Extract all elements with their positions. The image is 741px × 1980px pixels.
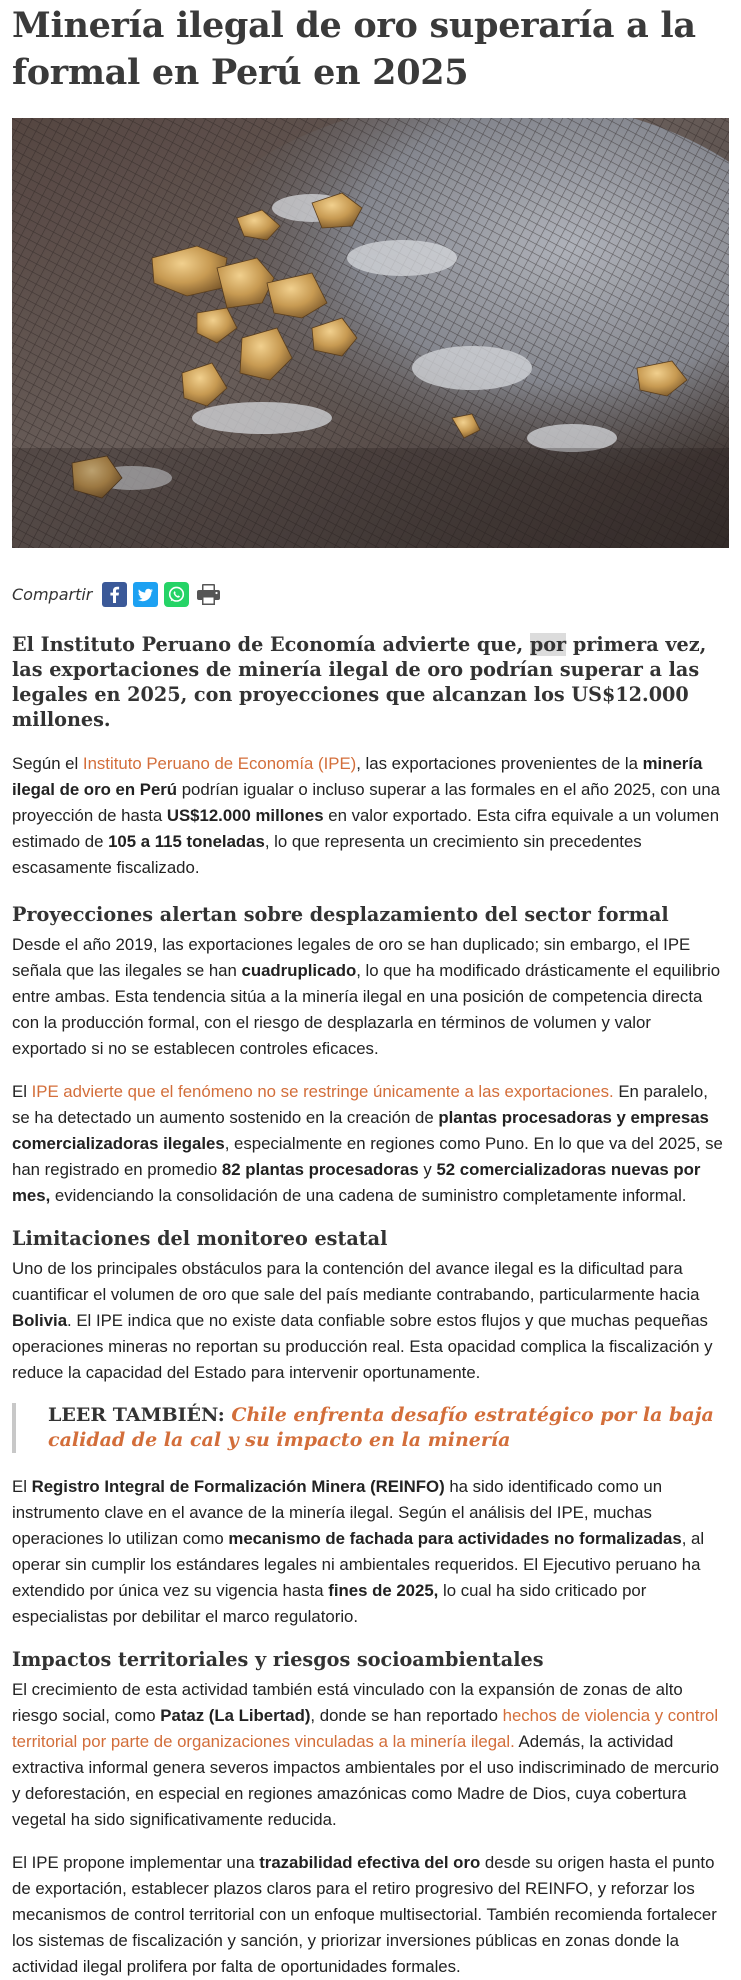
lead-text-2: primera vez, las exportaciones de minería ilegal de oro podrían superar a las legales en 2025, con proyecciones que alcanzan los US$12.000 millones.: [12, 633, 707, 731]
share-bar: [12, 578, 729, 610]
p3-text: , especialmente en regiones como Puno. En lo que va del 2025, se han registrado en promedio: [12, 1134, 723, 1179]
p5-text: ha sido identificado como un instrumento clave en el avance de la minería ilegal. Según el análisis del IPE, muchas operaciones lo utilizan como: [12, 1477, 663, 1548]
p2-text: , lo que ha modificado drásticamente el equilibrio entre ambas. Esta tendencia sitúa a la minería ilegal en una posición de competencia directa con la producción formal, con el riesgo de desplazarla en términos de volumen y valor exportado si no se establecen controles eficaces.: [12, 961, 721, 1058]
p7-bold: trazabilidad efectiva del oro: [259, 1853, 481, 1872]
p4-text: Uno de los principales obstáculos para la contención del avance ilegal es la dificultad para cuantificar el volumen de oro que sale del país mediante contrabando, particularmente hacia: [12, 1259, 700, 1304]
section-heading-projections: Proyecciones alertan sobre desplazamiento del sector formal: [12, 903, 669, 926]
p1-bold: 105 a 115 toneladas: [108, 832, 265, 851]
p3-text: evidenciando la consolidación de una cadena de suministro completamente informal.: [50, 1186, 687, 1205]
p5-bold: Registro Integral de Formalización Minera (REINFO): [31, 1477, 445, 1496]
violence-link[interactable]: hechos de violencia y control territorial por parte de organizaciones vinculadas a la minería ilegal.: [12, 1706, 719, 1751]
article: [12, 0, 729, 1980]
p3-bold: plantas procesadoras y empresas comercializadoras ilegales: [12, 1108, 709, 1153]
p1-text: en valor exportado. Esta cifra equivale a un volumen estimado de: [12, 806, 720, 851]
p3-text: y: [418, 1160, 437, 1179]
p6-text: Además, la actividad extractiva informal genera severos impactos ambientales por el uso indiscriminado de mercurio y deforestación, en especial en regiones amazónicas como Madre de Dios, cuya cobertura vegetal ha sido significativamente reducida.: [12, 1732, 720, 1829]
paragraph-5: [12, 1474, 729, 1630]
article-title: Minería ilegal de oro superaría a la formal en Perú en 2025: [12, 5, 696, 93]
p5-text: lo cual ha sido criticado por especialistas por debilitar el marco regulatorio.: [12, 1581, 647, 1626]
lead-text-1: El Instituto Peruano de Economía advierte que,: [12, 633, 530, 656]
related-article-link[interactable]: Chile enfrenta desafío estratégico por la baja calidad de la cal y su impacto en la minería: [48, 1404, 714, 1451]
p4-bold: Bolivia: [12, 1311, 68, 1330]
p5-text: El: [12, 1477, 32, 1496]
article-lead: [12, 632, 729, 732]
facebook-icon[interactable]: [102, 582, 127, 607]
p1-bold: minería ilegal de oro en Perú: [12, 754, 703, 799]
hero-image-graphic: [12, 118, 729, 548]
paragraph-7: [12, 1850, 729, 1980]
paragraph-1: [12, 751, 729, 881]
p5-text: , al operar sin cumplir los estándares legales ni ambientales requeridos. El Ejecutivo peruano ha extendido por única vez su vigencia hasta: [12, 1529, 705, 1600]
ipe-warning-link[interactable]: IPE advierte que el fenómeno no se restringe únicamente a las exportaciones.: [31, 1082, 614, 1101]
p7-text: El IPE propone implementar una: [12, 1853, 260, 1872]
share-label: Compartir: [12, 584, 93, 604]
print-icon[interactable]: [195, 582, 220, 607]
p3-bold: 82 plantas procesadoras: [221, 1160, 419, 1179]
p1-text: , las exportaciones provenientes de la: [356, 754, 643, 773]
p6-text: , donde se han reportado: [310, 1706, 503, 1725]
paragraph-3: [12, 1079, 729, 1209]
whatsapp-icon[interactable]: [164, 582, 189, 607]
p7-text: desde su origen hasta el punto de exportación, establecer plazos claros para el retiro progresivo del REINFO, y reforzar los mecanismos de control territorial con un enfoque multisectorial. También recomienda fortalecer los sistemas de fiscalización y sanción, y priorizar inversiones públicas en zonas donde la actividad ilegal prolifera por falta de oportunidades formales.: [12, 1853, 717, 1976]
paragraph-6: [12, 1677, 729, 1833]
p3-text: El: [12, 1082, 32, 1101]
p6-text: El crecimiento de esta actividad también está vinculado con la expansión de zonas de alto riesgo social, como: [12, 1680, 683, 1725]
p1-text: , lo que representa un crecimiento sin precedentes escasamente fiscalizado.: [12, 832, 642, 877]
lead-highlight: por: [529, 633, 567, 656]
hero-image: [12, 118, 729, 548]
paragraph-2: [12, 932, 729, 1062]
p3-text: En paralelo, se ha detectado un aumento sostenido en la creación de: [12, 1082, 708, 1127]
ipe-link[interactable]: Instituto Peruano de Economía (IPE): [82, 754, 357, 773]
twitter-icon[interactable]: [133, 582, 158, 607]
section-heading-monitoring: Limitaciones del monitoreo estatal: [12, 1227, 388, 1250]
related-article: [12, 1403, 729, 1453]
p3-bold: 52 comercializadoras nuevas por mes,: [12, 1160, 701, 1205]
p5-bold: fines de 2025,: [328, 1581, 439, 1600]
p1-text: Según el: [12, 754, 83, 773]
p6-bold: Pataz (La Libertad): [160, 1706, 311, 1725]
p2-text: Desde el año 2019, las exportaciones legales de oro se han duplicado; sin embargo, el IPE señala que las ilegales se han: [12, 935, 691, 980]
p4-text: . El IPE indica que no existe data confiable sobre estos flujos y que muchas pequeñas operaciones mineras no reportan su producción real. Esta opacidad complica la fiscalización y reduce la capacidad del Estado para intervenir oportunamente.: [12, 1311, 713, 1382]
p5-bold: mecanismo de fachada para actividades no formalizadas: [228, 1529, 682, 1548]
p2-bold: cuadruplicado: [241, 961, 357, 980]
related-article-tag: LEER TAMBIÉN:: [48, 1404, 225, 1426]
p1-text: podrían igualar o incluso superar a las formales en el año 2025, con una proyección de hasta: [12, 780, 721, 825]
section-heading-impacts: Impactos territoriales y riesgos socioambientales: [12, 1648, 544, 1671]
p1-bold: US$12.000 millones: [166, 806, 324, 825]
paragraph-4: [12, 1256, 729, 1386]
